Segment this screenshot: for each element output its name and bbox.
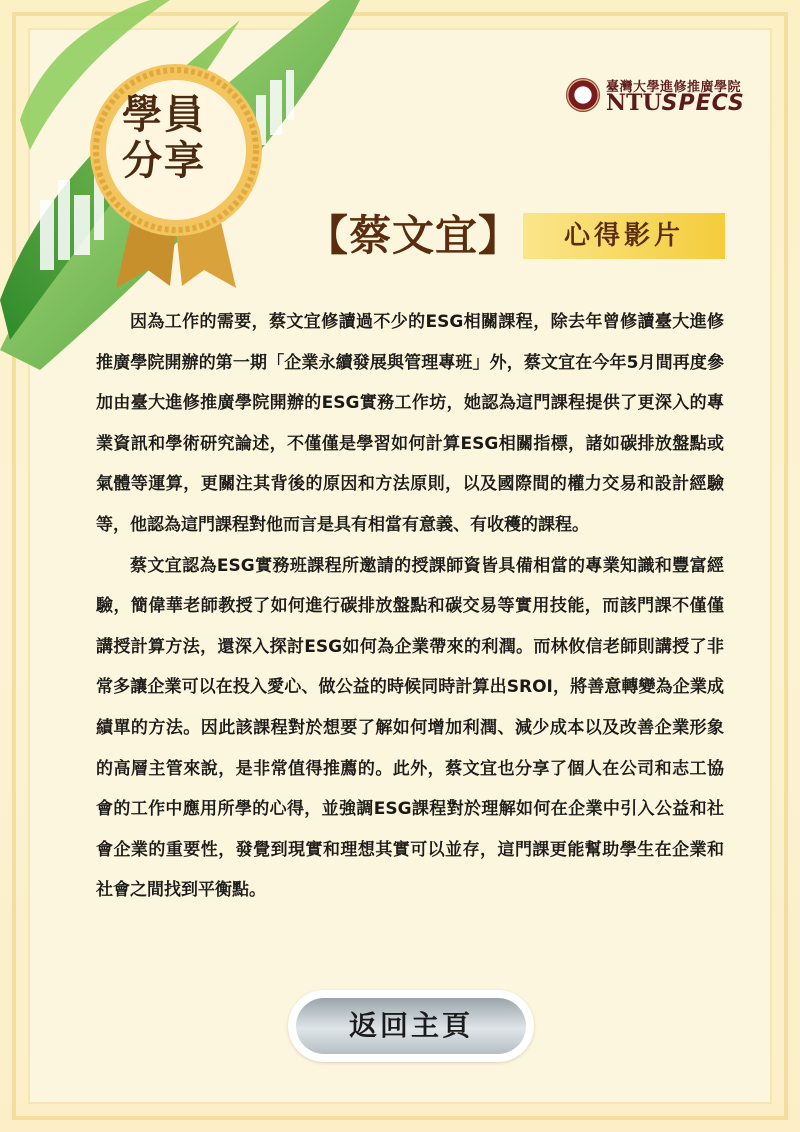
- badge-title: [100, 92, 228, 184]
- institution-logo[interactable]: [566, 76, 746, 116]
- article-body: [96, 302, 724, 911]
- back-button-frame: [288, 990, 534, 1062]
- video-tag[interactable]: 心得影片: [523, 213, 725, 259]
- badge-line-1: 學員: [122, 91, 206, 138]
- article-paragraph-1: 因為工作的需要，蔡文宜修讀過不少的ESG相關課程，除去年曾修讀臺大進修推廣學院開辦的第一期「企業永續發展與管理專班」外，蔡文宜在今年5月間再度參加由臺大進修推廣學院開辦的ESG實務工作坊，她認為這門課程提供了更深入的專業資訊和學術研究論述，不僅僅是學習如何計算ESG相關指標，諸如碳排放盤點或氣體等運算，更關注其背後的原因和方法原則，以及國際間的權力交易和設計經驗等，他認為這門課程對他而言是具有相當有意義、有收穫的課程。: [96, 312, 724, 535]
- brand-specs: SPECS: [661, 91, 745, 116]
- institution-name: 臺灣大學進修推廣學院: [606, 80, 742, 95]
- back-home-button[interactable]: 返回主頁: [296, 998, 526, 1054]
- badge-line-2: 分享: [122, 137, 206, 184]
- brand-ntu: NTU: [606, 90, 662, 116]
- article-paragraph-2: 蔡文宜認為ESG實務班課程所邀請的授課師資皆具備相當的專業知識和豐富經驗，簡偉華老師教授了如何進行碳排放盤點和碳交易等實用技能，而該門課不僅僅講授計算方法，還深入探討ESG如何為企業帶來的利潤。而林攸信老師則講授了非常多讓企業可以在投入愛心、做公益的時候同時計算出SROI，將善意轉變為企業成績單的方法。因此該課程對於想要了解如何增加利潤、減少成本以及改善企業形象的高層主管來說，是非常值得推薦的。此外，蔡文宜也分享了個人在公司和志工協會的工作中應用所學的心得，並強調ESG課程對於理解如何在企業中引入公益和社會企業的重要性，發覺到現實和理想其實可以並存，這門課更能幫助學生在企業和社會之間找到平衡點。: [96, 555, 724, 901]
- brand-name: [606, 91, 745, 116]
- student-name-title: 【蔡文宜】: [306, 211, 522, 260]
- university-seal-icon: [566, 78, 600, 112]
